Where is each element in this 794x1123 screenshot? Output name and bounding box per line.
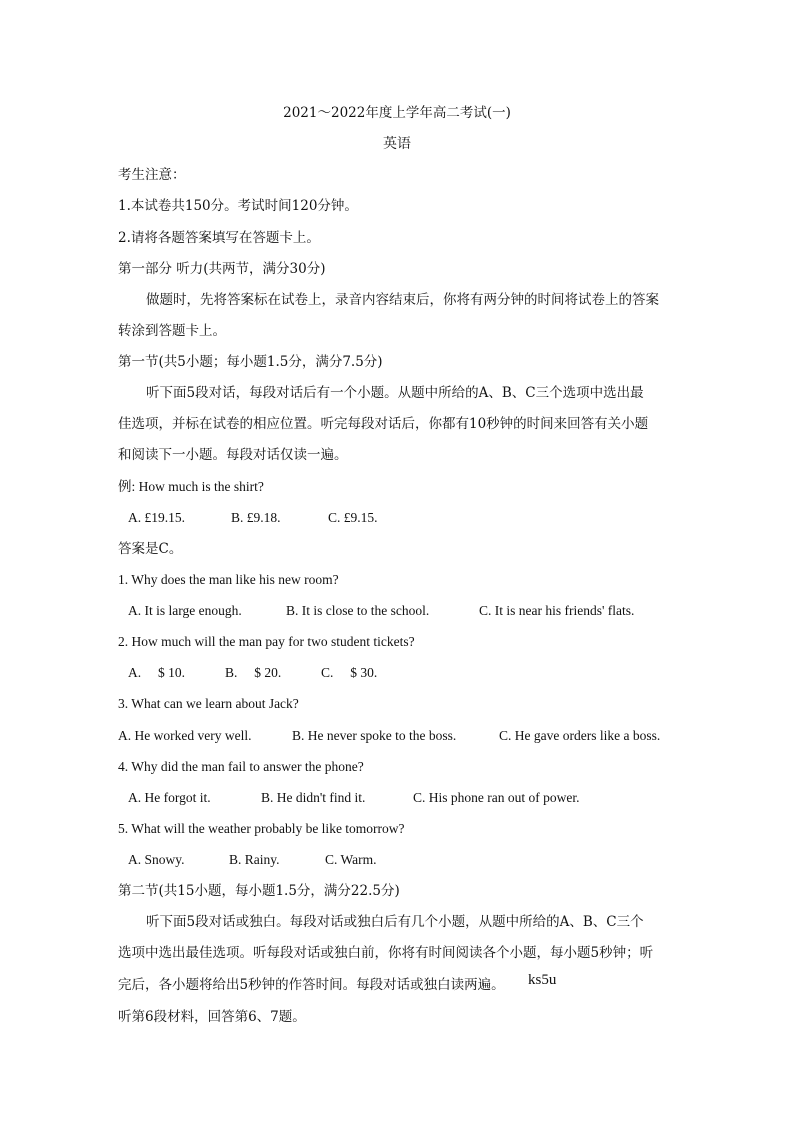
question-2-option-a: A. $ 10.: [128, 665, 185, 680]
section2-heading: 第二节(共15小题，每小题1.5分，满分22.5分): [118, 883, 400, 899]
section1-heading: 第一节(共5小题；每小题1.5分，满分7.5分): [118, 354, 383, 370]
question-1: 1. Why does the man like his new room?: [118, 572, 339, 587]
question-5: 5. What will the weather probably be like tomorrow?: [118, 821, 405, 836]
question-2: 2. How much will the man pay for two student tickets?: [118, 634, 415, 649]
part1-intro-line2: 转涂到答题卡上。: [118, 323, 226, 339]
part1-heading: 第一部分 听力(共两节，满分30分): [118, 261, 326, 277]
section1-intro-line1: 听下面5段对话，每段对话后有一个小题。从题中所给的A、B、C三个选项中选出最: [146, 385, 644, 401]
question-2-option-b: B. $ 20.: [225, 665, 282, 680]
example-option-a: A. £19.15.: [128, 510, 185, 525]
example-question: 例: How much is the shirt?: [118, 479, 264, 494]
question-4-option-a: A. He forgot it.: [128, 790, 211, 805]
question-4: 4. Why did the man fail to answer the phone?: [118, 759, 364, 774]
question-1-option-a: A. It is large enough.: [128, 603, 242, 618]
exam-subject: 英语: [383, 136, 411, 152]
part1-intro-line1: 做题时，先将答案标在试卷上，录音内容结束后，你将有两分钟的时间将试卷上的答案: [146, 292, 659, 308]
section2-intro-line1: 听下面5段对话或独白。每段对话或独白后有几个小题，从题中所给的A、B、C三个: [146, 914, 644, 930]
example-answer: 答案是C。: [118, 541, 183, 557]
question-3: 3. What can we learn about Jack?: [118, 696, 299, 711]
section2-instruction: 听第6段材料，回答第6、7题。: [118, 1009, 306, 1025]
question-5-option-c: C. Warm.: [325, 852, 377, 867]
section2-intro-line2: 选项中选出最佳选项。听每段对话或独白前，你将有时间阅读各个小题，每小题5秒钟；听: [118, 945, 654, 961]
question-4-option-c: C. His phone ran out of power.: [413, 790, 580, 805]
section1-intro-line3: 和阅读下一小题。每段对话仅读一遍。: [118, 447, 348, 463]
notice-heading: 考生注意：: [118, 167, 186, 183]
question-3-option-b: B. He never spoke to the boss.: [292, 728, 457, 743]
question-4-option-b: B. He didn't find it.: [261, 790, 366, 805]
notice-item-1: 1.本试卷共150分。考试时间120分钟。: [118, 198, 358, 214]
notice-item-2: 2.请将各题答案填写在答题卡上。: [118, 230, 320, 246]
question-3-option-a: A. He worked very well.: [118, 728, 252, 743]
watermark-mark: ks5u: [528, 972, 557, 988]
example-option-c: C. £9.15.: [328, 510, 378, 525]
question-2-option-c: C. $ 30.: [321, 665, 378, 680]
exam-title: 2021～2022年度上学年高二考试(一): [283, 105, 511, 121]
question-1-option-c: C. It is near his friends' flats.: [479, 603, 635, 618]
question-5-option-b: B. Rainy.: [229, 852, 280, 867]
question-3-option-c: C. He gave orders like a boss.: [499, 728, 661, 743]
section2-intro-line3: 完后，各小题将给出5秒钟的作答时间。每段对话或独白读两遍。: [118, 977, 505, 993]
example-option-b: B. £9.18.: [231, 510, 281, 525]
question-1-option-b: B. It is close to the school.: [286, 603, 430, 618]
section1-intro-line2: 佳选项，并标在试卷的相应位置。听完每段对话后，你都有10秒钟的时间来回答有关小题: [118, 416, 649, 432]
question-5-option-a: A. Snowy.: [128, 852, 185, 867]
